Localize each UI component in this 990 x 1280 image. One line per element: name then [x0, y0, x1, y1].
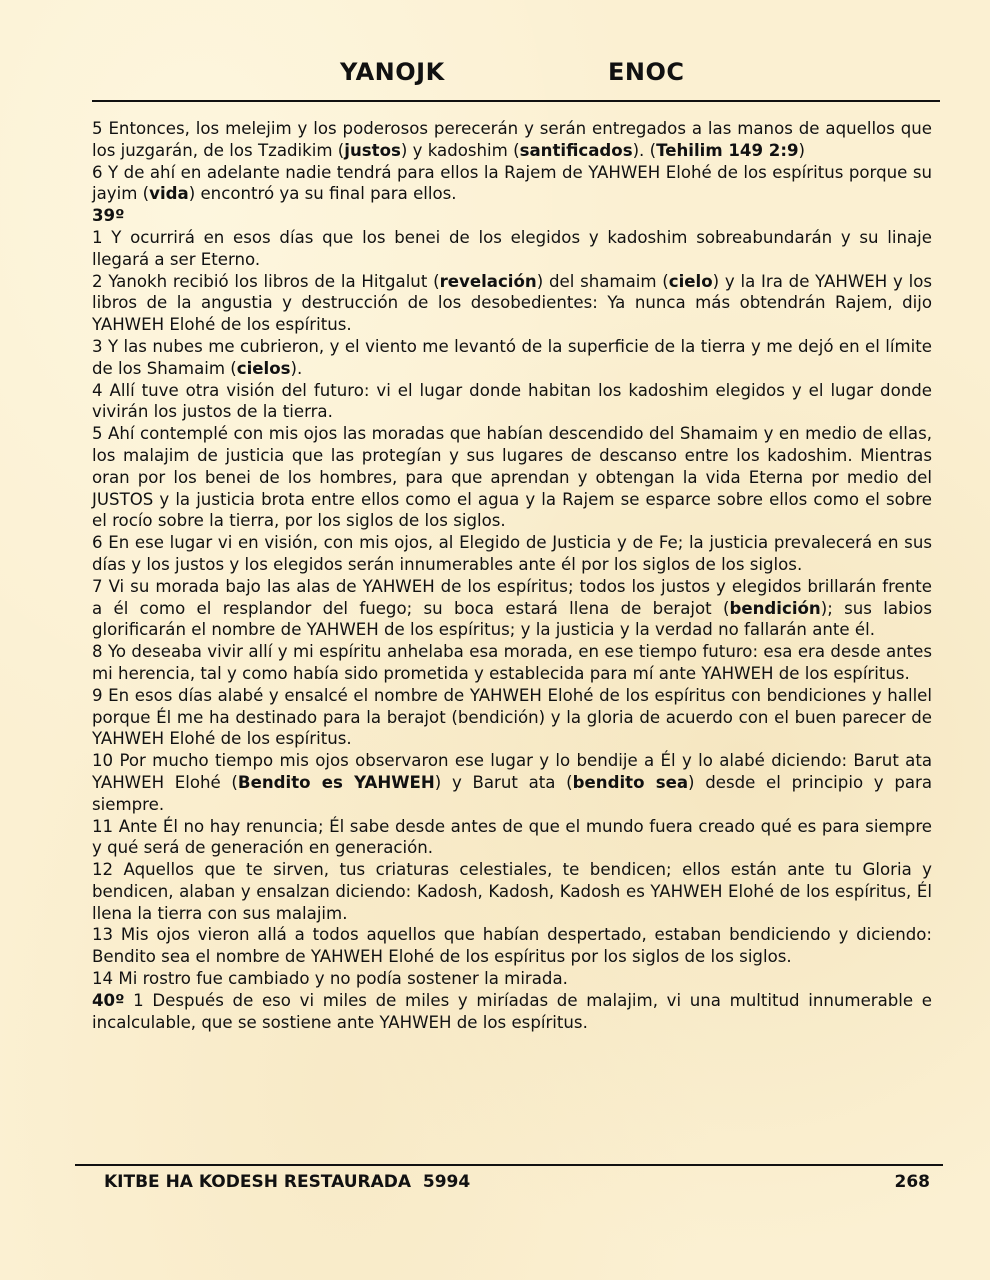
verse-paragraph [92, 816, 932, 860]
text-run: 13 Mis ojos vieron allá a todos aquellos que habían despertado, estaban bendiciendo y diciendo: Bendito sea el nombre de YAHWEH Elohé de los espíritus por los siglos de los siglos. [92, 925, 932, 967]
bold-text: vida [149, 184, 189, 204]
text-run: 1 Después de eso vi miles de miles y miríadas de malajim, vi una multitud innumerable e incalculable, que se sostiene ante YAHWEH de los espíritus. [92, 990, 932, 1032]
text-run: ); sus labios glorificarán el nombre de YAHWEH de los espíritus; y la justicia y la verdad no fallarán ante él. [92, 598, 932, 640]
bold-text: Bendito es YAHWEH [237, 772, 435, 792]
verse-paragraph [92, 859, 932, 924]
text-run: 6 En ese lugar vi en visión, con mis ojos, al Elegido de Justicia y de Fe; la justicia prevalecerá en sus días y los justos y los elegidos serán innumerables ante él por los siglos de los siglos. [92, 533, 932, 574]
header-title-right: ENOC [608, 58, 685, 86]
text-run: 9 En esos días alabé y ensalcé el nombre de YAHWEH Elohé de los espíritus con bendiciones y hallel porque Él me ha destinado para la berajot (bendición) y la gloria de acuerdo con el buen parecer de YAHWEH Elohé de los espíritus. [92, 685, 932, 749]
verse-paragraph [92, 641, 932, 685]
bold-text: bendito sea [572, 772, 689, 792]
text-run: 10 Por mucho tiempo mis ojos observaron ese lugar y lo bendije a Él y lo alabé diciendo: Barut ata YAHWEH Elohé ( [92, 751, 932, 792]
bold-text: 40º [92, 990, 125, 1010]
verse-paragraph [92, 271, 932, 336]
footer-book-title: KITBE HA KODESH RESTAURADA 5994 [104, 1172, 471, 1192]
text-run: 11 Ante Él no hay renuncia; Él sabe desde antes de que el mundo fuera creado qué es para siempre y qué será de generación en generación. [92, 816, 932, 858]
text-run: ) y Barut ata ( [434, 772, 573, 792]
verse-paragraph [92, 205, 932, 227]
header-divider [92, 100, 940, 102]
text-run: ) [798, 140, 806, 160]
text-run: 8 Yo deseaba vivir allí y mi espíritu anhelaba esa morada, en ese tiempo futuro: esa era desde antes mi herencia, tal y como había sido prometida y establecida para mí ante YAHWEH de los espíritus. [92, 642, 932, 683]
bold-text: justos [344, 140, 401, 160]
verse-paragraph [92, 227, 932, 271]
verse-paragraph [92, 750, 932, 815]
footer-divider [75, 1164, 943, 1166]
bold-text: revelación [439, 271, 537, 291]
verse-paragraph [92, 118, 932, 162]
text-run: ) encontró ya su final para ellos. [188, 184, 457, 204]
footer-page-number: 268 [894, 1172, 930, 1192]
text-run: 4 Allí tuve otra visión del futuro: vi el lugar donde habitan los kadoshim elegidos y el lugar donde vivirán los justos de la tierra. [92, 380, 932, 422]
text-run: ). [290, 358, 303, 378]
bold-text: cielos [236, 358, 291, 378]
text-run: 7 Vi su morada bajo las alas de YAHWEH de los espíritus; todos los justos y elegidos brillarán frente a él como el resplandor del fuego; su boca estará llena de berajot ( [92, 576, 932, 618]
verse-paragraph [92, 685, 932, 750]
bold-text: santificados [519, 140, 633, 160]
text-run: ) desde el principio y para siempre. [92, 772, 933, 814]
verse-paragraph [92, 380, 932, 424]
header-title-left: YANOJK [340, 58, 445, 86]
text-run: 2 Yanokh recibió los libros de la Hitgalut ( [92, 271, 440, 291]
text-run: 14 Mi rostro fue cambiado y no podía sostener la mirada. [92, 969, 568, 989]
text-run: 12 Aquellos que te sirven, tus criaturas celestiales, te bendicen; ellos están ante tu Gloria y bendicen, alaban y ensalzan diciendo: Kadosh, Kadosh, Kadosh es YAHWEH Elohé de los espíritus, Él llena la tierra con sus malajim. [92, 860, 932, 923]
text-run: 1 Y ocurrirá en esos días que los benei de los elegidos y kadoshim sobreabundarán y su linaje llegará a ser Eterno. [92, 227, 932, 269]
text-run: ) del shamaim ( [536, 271, 669, 291]
verse-paragraph [92, 423, 932, 532]
verse-paragraph [92, 576, 932, 641]
verse-paragraph [92, 336, 932, 380]
text-run: 5 Ahí contemplé con mis ojos las moradas que habían descendido del Shamaim y en medio de ellas, los malajim de justicia que las protegían y sus lugares de descanso entre los kadoshim. Mientras oran por los benei de los hombres, para que aprendan y obtengan la vida Eterna por medio del JUSTOS y la justicia brota entre ellos como el agua y la Rajem se esparce sobre ellos como el sobre el rocío sobre la tierra, por los siglos de los siglos. [92, 424, 932, 531]
verse-paragraph [92, 924, 932, 968]
text-run: 6 Y de ahí en adelante nadie tendrá para ellos la Rajem de YAHWEH Elohé de los espíritus porque su jayim ( [92, 162, 932, 204]
verse-paragraph [92, 162, 932, 206]
body-text [92, 118, 932, 1033]
page-header [92, 58, 940, 90]
text-run: 5 Entonces, los melejim y los poderosos perecerán y serán entregados a las manos de aquellos que los juzgarán, de los Tzadikim ( [92, 119, 932, 160]
text-run: ) y la Ira de YAHWEH y los libros de la angustia y destrucción de los desobedientes: Ya nunca más obtendrán Rajem, dijo YAHWEH Elohé de los espíritus. [92, 271, 933, 335]
text-run: 3 Y las nubes me cubrieron, y el viento me levantó de la superficie de la tierra y me dejó en el límite de los Shamaim ( [92, 336, 932, 378]
bold-text: 39º [92, 206, 125, 226]
text-run: ). ( [632, 140, 657, 160]
verse-paragraph [92, 990, 932, 1034]
text-run: ) y kadoshim ( [400, 140, 520, 160]
bold-text: Tehilim 149 2:9 [656, 140, 799, 160]
bold-text: cielo [668, 271, 713, 291]
bold-text: bendición [729, 598, 821, 618]
verse-paragraph [92, 532, 932, 576]
verse-paragraph [92, 968, 932, 990]
